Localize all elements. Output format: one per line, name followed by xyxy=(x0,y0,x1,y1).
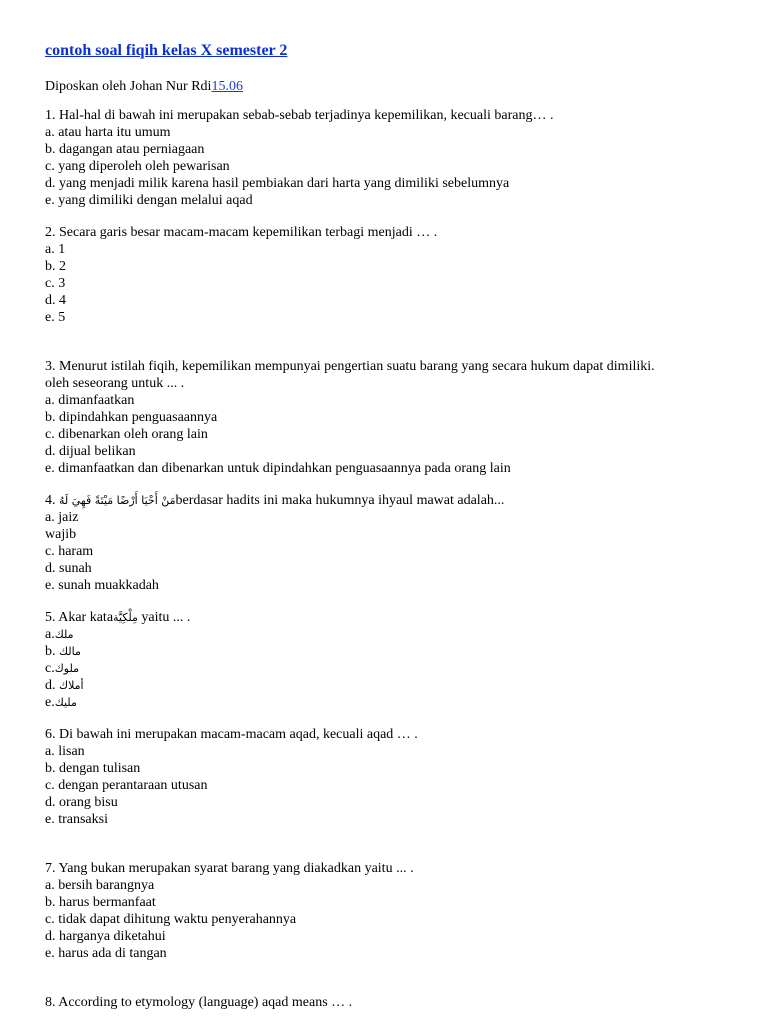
question-stem: 8. According to etymology (language) aqad means … . xyxy=(45,995,353,1010)
question-stem: 3. Menurut istilah fiqih, kepemilikan mempunyai pengertian suatu barang yang secara hukum dapat dimiliki. xyxy=(45,359,655,374)
option: d. أملاك xyxy=(45,678,84,693)
option: a.ملك xyxy=(45,627,74,642)
stem-prefix: 4. xyxy=(45,493,59,508)
option: c. yang diperoleh oleh pewarisan xyxy=(45,159,230,174)
question-2 xyxy=(45,224,745,326)
option: e. yang dimiliki dengan melalui aqad xyxy=(45,193,253,208)
arabic-option: ملوك xyxy=(54,662,80,675)
option: b. dagangan atau perniagaan xyxy=(45,142,205,157)
option: b. dengan tulisan xyxy=(45,761,141,776)
question-stem: 6. Di bawah ini merupakan macam-macam aqad, kecuali aqad … . xyxy=(45,727,418,742)
arabic-hadith-text: مَنْ أَحْيَا أَرْضًا مَيْتَةً فَهِيَ لَهُ xyxy=(59,494,176,507)
option: d. harganya diketahui xyxy=(45,929,166,944)
question-4 xyxy=(45,492,745,594)
question-7 xyxy=(45,860,745,962)
arabic-option: مالك xyxy=(59,645,81,658)
question-stem-continued: oleh seseorang untuk ... . xyxy=(45,376,185,391)
option: e. harus ada di tangan xyxy=(45,946,167,961)
option: wajib xyxy=(45,527,77,542)
option: c. haram xyxy=(45,544,94,559)
option: e. 5 xyxy=(45,310,66,325)
question-stem xyxy=(45,609,745,626)
option: d. dijual belikan xyxy=(45,444,136,459)
post-timestamp-link[interactable]: 15.06 xyxy=(211,79,243,94)
option: c. 3 xyxy=(45,276,66,291)
option: d. orang bisu xyxy=(45,795,118,810)
option: c. dengan perantaraan utusan xyxy=(45,778,208,793)
question-8 xyxy=(45,994,745,1011)
option: a. lisan xyxy=(45,744,85,759)
post-byline xyxy=(45,78,745,95)
question-3 xyxy=(45,358,745,477)
question-stem: 2. Secara garis besar macam-macam kepemilikan terbagi menjadi … . xyxy=(45,225,438,240)
stem-suffix: berdasar hadits ini maka hukumnya ihyaul mawat adalah... xyxy=(175,493,505,508)
option: a. bersih barangnya xyxy=(45,878,155,893)
option: e. sunah muakkadah xyxy=(45,578,159,593)
post-title-link[interactable]: contoh soal fiqih kelas X semester 2 xyxy=(45,42,288,59)
option: a. jaiz xyxy=(45,510,79,525)
option: e. dimanfaatkan dan dibenarkan untuk dipindahkan penguasaannya pada orang lain xyxy=(45,461,511,476)
question-stem: 1. Hal-hal di bawah ini merupakan sebab-sebab terjadinya kepemilikan, kecuali barang… . xyxy=(45,108,554,123)
arabic-option: أملاك xyxy=(59,679,84,692)
question-stem xyxy=(45,492,745,509)
question-1 xyxy=(45,107,745,209)
option: a. atau harta itu umum xyxy=(45,125,171,140)
option: b. مالك xyxy=(45,644,81,659)
option: e. transaksi xyxy=(45,812,108,827)
arabic-word: مِلْكِيَّة xyxy=(113,611,138,624)
question-6 xyxy=(45,726,745,828)
arabic-option: ملك xyxy=(54,628,74,641)
option: b. harus bermanfaat xyxy=(45,895,156,910)
option: b. 2 xyxy=(45,259,66,274)
byline-author: Diposkan oleh Johan Nur Rdi xyxy=(45,79,212,94)
stem-prefix: 5. Akar kata xyxy=(45,610,114,625)
option: a. dimanfaatkan xyxy=(45,393,135,408)
stem-suffix: yaitu ... . xyxy=(137,610,191,625)
question-stem: 7. Yang bukan merupakan syarat barang yang diakadkan yaitu ... . xyxy=(45,861,414,876)
option: d. sunah xyxy=(45,561,92,576)
option: c. tidak dapat dihitung waktu penyerahannya xyxy=(45,912,297,927)
option: d. 4 xyxy=(45,293,66,308)
arabic-option: مليك xyxy=(54,696,77,709)
question-5 xyxy=(45,609,745,711)
option: c.ملوك xyxy=(45,661,80,676)
option: d. yang menjadi milik karena hasil pembiakan dari harta yang dimiliki sebelumnya xyxy=(45,176,510,191)
option: e.مليك xyxy=(45,695,77,710)
option: a. 1 xyxy=(45,242,66,257)
option: b. dipindahkan penguasaannya xyxy=(45,410,218,425)
option: c. dibenarkan oleh orang lain xyxy=(45,427,208,442)
